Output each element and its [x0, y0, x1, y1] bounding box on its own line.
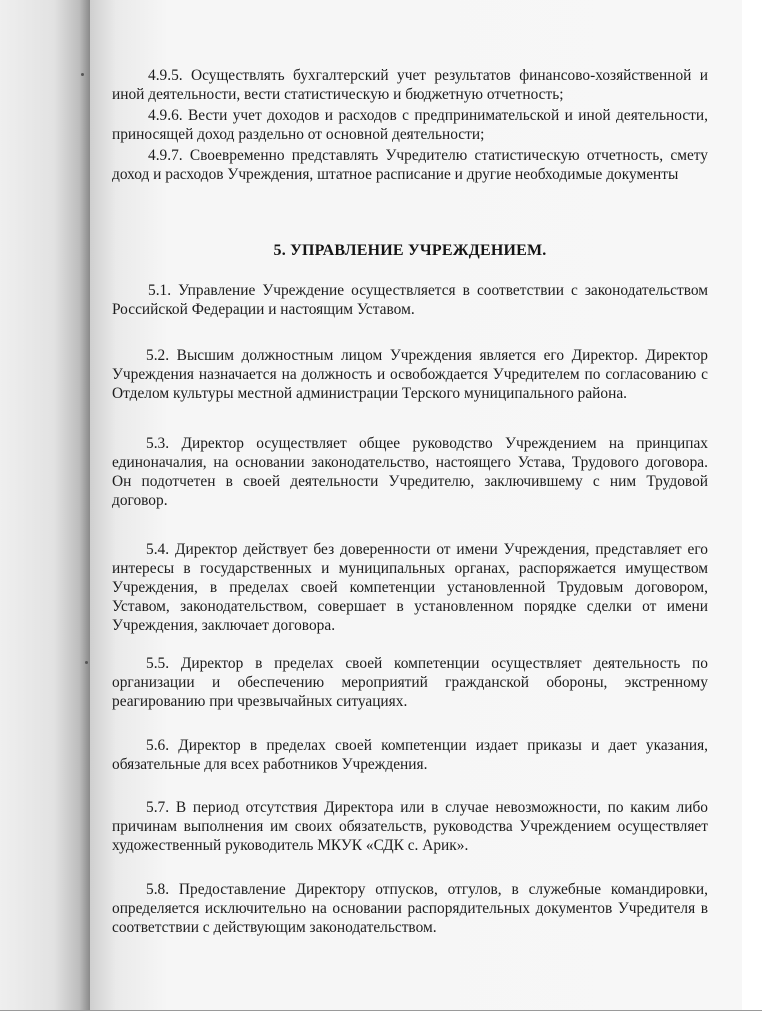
paragraph-text: 5.3. Директор осуществляет общее руководство Учреждением на принципах единоначалия, на основании законодательство, настоящего Устава, Трудового договора. Он подотчетен в своей деятельности Учредителю, заключившему с ним Трудовой договор. — [112, 435, 708, 509]
scan-left-margin — [0, 0, 90, 1019]
paragraph-text: 5.7. В период отсутствия Директора или в случае невозможности, по каким либо причинам выполнения им своих обязательств, руководства Учреждением осуществляет художественный руководитель МКУК «СДК с. Арик». — [112, 799, 708, 854]
paragraph-text: 5.1. Управление Учреждение осуществляется в соответствии с законодательством Российской Федерации и настоящим Уставом. — [112, 282, 708, 318]
top-paragraphs — [112, 66, 708, 184]
paragraph-5-3 — [112, 434, 708, 510]
paragraph-text: 5.4. Директор действует без доверенности от имени Учреждения, представляет его интересы в государственных и муниципальных органах, распоряжается имуществом Учреждения, в пределах своей компетенции установленной Трудовым договором, Уставом, законодательством, совершает в установленном порядке сделки от имени Учреждения, заключает договора. — [112, 541, 708, 634]
paragraph-4-9-5: 4.9.5. Осуществлять бухгалтерский учет результатов финансово-хозяйственной и иной деятельности, вести статистическую и бюджетную отчетность; — [112, 67, 708, 103]
scan-speck — [81, 73, 84, 76]
paragraph-text: 5.5. Директор в пределах своей компетенции осуществляет деятельность по организации и обеспечению мероприятий гражданской обороны, экстренному реагированию при чрезвычайных ситуациях. — [112, 655, 708, 710]
paragraph-5-8 — [112, 880, 708, 937]
paragraph-5-1 — [112, 281, 708, 319]
paragraph-text: 5.6. Директор в пределах своей компетенции издает приказы и дает указания, обязательные для всех работников Учреждения. — [112, 737, 708, 773]
paragraph-5-5 — [112, 654, 708, 711]
paragraph-text: 5.8. Предоставление Директору отпусков, отгулов, в служебные командировки, определяется исключительно на основании распорядительных документов Учредителя в соответствии с действующим законодательством. — [112, 881, 708, 936]
paragraph-5-6 — [112, 736, 708, 774]
paragraph-4-9-6: 4.9.6. Вести учет доходов и расходов с предпринимательской и иной деятельности, приносящей доход раздельно от основной деятельности; — [112, 107, 708, 143]
paragraph-4-9-7: 4.9.7. Своевременно представлять Учредителю статистическую отчетность, смету доход и расходов Учреждения, штатное расписание и другие необходимые документы — [112, 147, 708, 183]
scan-right-margin — [742, 0, 762, 1019]
paragraph-5-7 — [112, 798, 708, 855]
section-heading: 5. УПРАВЛЕНИЕ УЧРЕЖДЕНИЕМ. — [273, 242, 547, 259]
paragraph-5-4 — [112, 540, 708, 635]
scan-speck — [85, 661, 88, 664]
paragraph-text: 5.2. Высшим должностным лицом Учреждения является его Директор. Директор Учреждения назначается на должность и освобождается Учредителем по согласованию с Отделом культуры местной администрации Терского муниципального района. — [112, 347, 708, 402]
paragraph-5-2 — [112, 346, 708, 403]
